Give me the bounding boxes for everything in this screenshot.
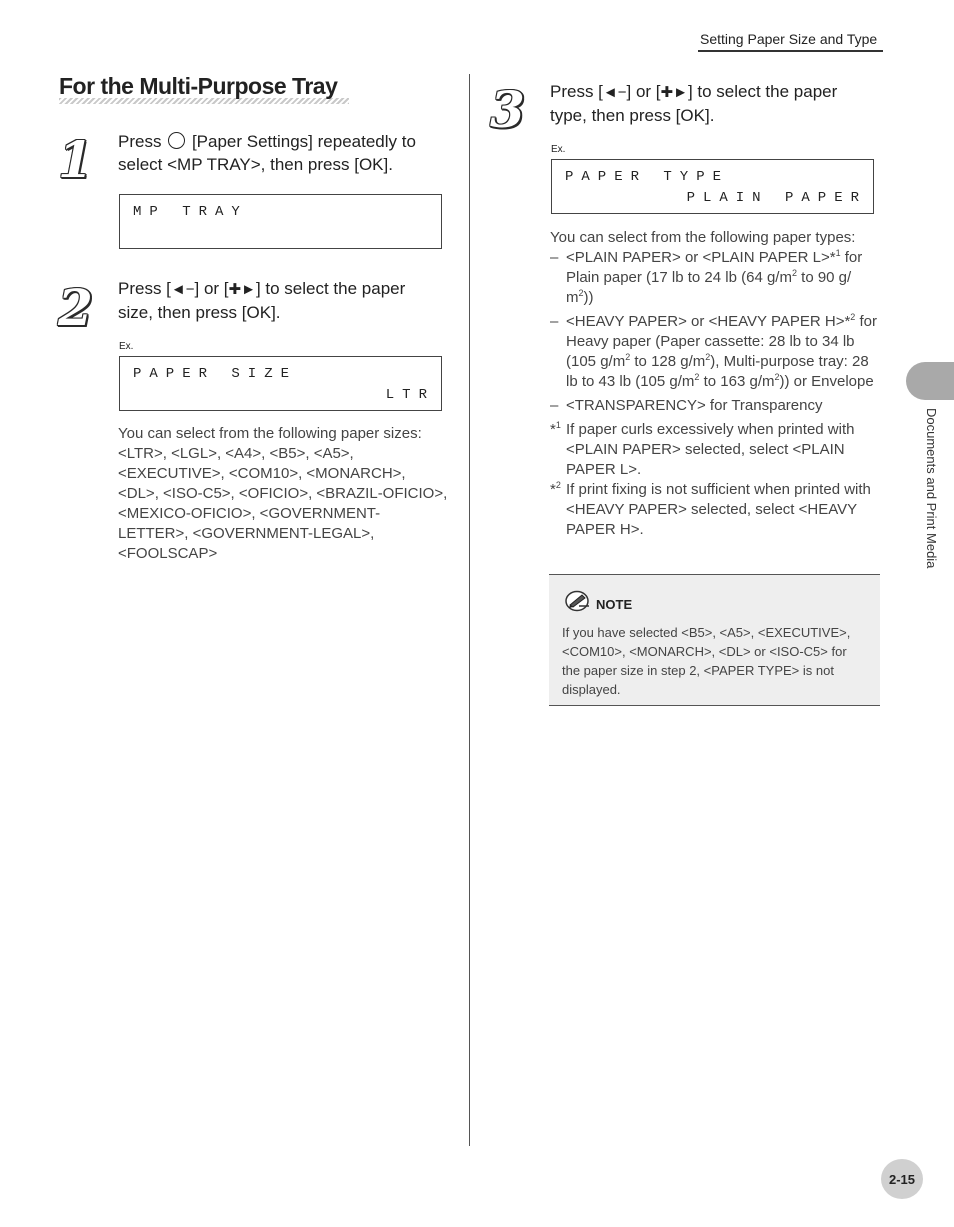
paper-size-options	[118, 424, 448, 564]
section-title: For the Multi-Purpose Tray	[59, 73, 338, 99]
step-2-text-c: ] to select the paper	[255, 279, 406, 298]
page-number: 2-15	[881, 1159, 923, 1199]
step-number-2: 2	[58, 278, 93, 337]
running-header: Setting Paper Size and Type	[700, 31, 878, 47]
right-plus-key-icon: ✚►	[228, 281, 256, 298]
list-item: – <PLAIN PAPER> or <PLAIN PAPER L>*$^1$ for Plain paper (17 lb to 24 lb (64 $g/m^2$ to 90 g/ $m^2$))	[550, 248, 863, 306]
step-2-instruction	[118, 277, 458, 324]
paper-size-list: <LTR>, <LGL>, <A4>, <B5>, <A5>, <EXECUTIVE>, <COM10>, <MONARCH>, <DL>, <ISO-C5>, <OFICIO>, <BRAZIL-OFICIO>, <MEXICO-OFICIO>, <GOVERNMENT-LETTER>, <GOVERNMENT-LEGAL>, <FOOLSCAP>	[118, 445, 448, 562]
right-plus-key-icon: ✚►	[660, 84, 688, 101]
lcd-line-2: LTR	[385, 387, 435, 403]
settings-key-circle-icon	[168, 132, 185, 149]
lcd-line-2: PLAIN PAPER	[686, 190, 867, 206]
note-text: If you have selected <B5>, <A5>, <EXECUTIVE>, <COM10>, <MONARCH>, <DL> or <ISO-C5> for the paper size in step 2, <PAPER TYPE> is not displayed.	[562, 625, 851, 697]
footnote-1: *$^1$ If paper curls excessively when printed with <PLAIN PAPER> selected, select <PLAIN PAPER L>.	[550, 420, 855, 478]
step-3-instruction	[550, 80, 890, 127]
footnote-2: *$^2$ If print fixing is not sufficient when printed with <HEAVY PAPER> selected, select <HEAVY PAPER H>.	[550, 480, 871, 538]
column-divider	[469, 74, 470, 1146]
list-dash: –	[550, 313, 559, 330]
chapter-side-tab	[906, 362, 954, 400]
note-box	[549, 574, 880, 706]
lcd-display-paper-size	[119, 356, 442, 411]
lcd-display-paper-type	[551, 159, 874, 214]
step-2-text-a: Press [	[118, 279, 171, 298]
lcd-line-1: MP TRAY	[133, 204, 248, 220]
example-label: Ex.	[551, 144, 566, 155]
lcd-display-mp-tray	[119, 194, 442, 249]
example-label: Ex.	[119, 341, 134, 352]
paper-type-options	[550, 228, 882, 540]
list-dash: –	[550, 397, 559, 414]
lcd-line-1: PAPER TYPE	[565, 169, 730, 185]
step-3-text-d: type, then press [OK].	[550, 106, 715, 125]
step-3-text-c: ] to select the paper	[687, 82, 838, 101]
step-number-1: 1	[58, 130, 93, 189]
pencil-note-icon	[565, 590, 591, 612]
paper-size-intro: You can select from the following paper sizes:	[118, 425, 422, 442]
note-heading: NOTE	[596, 597, 633, 612]
left-minus-key-icon: ◄−	[170, 281, 195, 298]
step-1-text-a: Press	[118, 132, 162, 151]
step-1-instruction	[118, 130, 448, 176]
paper-type-intro: You can select from the following paper types:	[550, 229, 856, 246]
list-item: – <TRANSPARENCY> for Transparency	[550, 397, 823, 414]
step-3-text-b: ] or [	[626, 82, 661, 101]
chapter-side-label: Documents and Print Media	[924, 408, 939, 569]
lcd-line-1: PAPER SIZE	[133, 366, 298, 382]
step-number-3: 3	[490, 80, 525, 139]
step-2-text-d: size, then press [OK].	[118, 303, 281, 322]
step-3-text-a: Press [	[550, 82, 603, 101]
step-2-text-b: ] or [	[194, 279, 229, 298]
list-dash: –	[550, 249, 559, 266]
header-rule	[698, 50, 883, 52]
step-1-text-c: select <MP TRAY>, then press [OK].	[118, 155, 393, 174]
step-1-text-b: [Paper Settings] repeatedly to	[191, 132, 416, 151]
list-item: – <HEAVY PAPER> or <HEAVY PAPER H>*$^2$ for Heavy paper (Paper cassette: 28 lb to 34 lb (105 $g/m^2$ to 128 $g/m^2$), Multi-purpose tray: 28 lb to 43 lb (105 $g/m^2$ to 163 $g/m^2$)) or Envelope	[550, 312, 877, 390]
left-minus-key-icon: ◄−	[602, 84, 627, 101]
